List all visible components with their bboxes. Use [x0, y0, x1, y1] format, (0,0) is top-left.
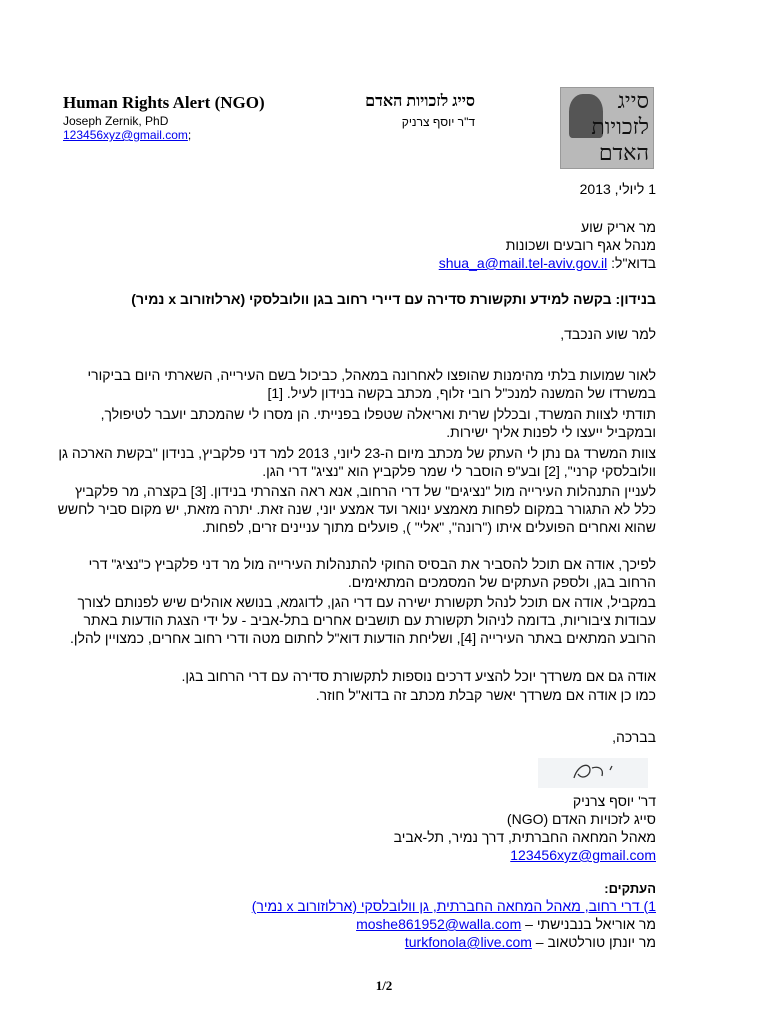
body-paragraph-4: לעניין התנהלות העירייה מול "נציגים" של דרי הרחוב, אנא ראה הצהרתי בנידון. [3] בקצרה, מר פלקביץ כלל לא התגורר במקום לפחות מאמצע ינואר ועד אמצע יוני, שנה זאת. יתרה מזאת, יש מקום סביר לחשש שהוא ואחרים הפועלים איתו ("רונה", "אלי" ), פועלים מתוך עניינים זרים, לפחות.	[57, 483, 656, 535]
author-name-english: Joseph Zernik, PhD	[63, 114, 169, 128]
copies-item-1-text[interactable]: 1) דרי רחוב, מאהל המחאה החברתית, גן וולובלסקי (ארלוזורוב x נמיר)	[251, 898, 656, 914]
org-title-english: Human Rights Alert (NGO)	[63, 93, 265, 112]
author-name-hebrew: ד"ר יוסף צרניק	[401, 115, 475, 129]
body-paragraph-8: כמו כן אודה אם משרדך יאשר קבלת מכתב זה בדוא"ל חוזר.	[315, 687, 656, 703]
copies-item-3-email[interactable]: turkfonola@live.com	[404, 934, 532, 950]
body-paragraph-3: צוות המשרד גם נתן לי העתק של מכתב מיום ה-23 ליוני, 2013 למר דני פלקביץ, בנידון "בקשת הארכה גן וולובלסקי קרני", [2] ובע"פ הוסבר לי שמר פלקביץ הוא "נציג" דרי הגן.	[58, 445, 656, 479]
recipient-name: מר אריק שוע	[580, 219, 656, 235]
copies-item-3-text: מר יונתן טורלטאוב –	[535, 934, 656, 950]
org-logo	[560, 87, 654, 169]
signer-name: דר' יוסף צרניק	[572, 793, 656, 809]
body-paragraph-7: אודה גם אם משרדך יוכל להציע דרכים נוספות לתקשורת סדירה עם דרי הרחוב בגן.	[181, 668, 656, 684]
copies-heading: העתקים:	[604, 881, 656, 896]
signer-org: סייג לזכויות האדם (NGO)	[506, 811, 656, 827]
copies-item-2-email[interactable]: moshe861952@walla.com	[356, 916, 522, 932]
body-paragraph-2: תודתי לצוות המשרד, ובכללן שרית ואריאלה שטפלו בפנייתי. הן מסרו לי שהמכתב יועבר לטיפולך, ובמקביל ייעצו לי לפנות אליך ישירות.	[100, 406, 656, 440]
author-email-link[interactable]: 123456xyz@gmail.com	[63, 128, 188, 142]
copies-item-2	[356, 915, 656, 933]
body-paragraph-1: לאור שמועות בלתי מהימנות שהופצו לאחרונה במאהל, כביכול בשם העירייה, השארתי היום בביקורי במשרדו של המשנה למנכ"ל רובי זלוף, מכתב בקשה בנידון לעיל. [1]	[87, 367, 656, 401]
letter-date: 1 ליולי, 2013	[579, 181, 656, 197]
signer-email-line	[510, 846, 656, 864]
signer-email-link[interactable]: 123456xyz@gmail.com	[510, 847, 656, 863]
body-paragraph-6: במקביל, אודה אם תוכל לנהל תקשורת ישירה עם דרי הגן, לדוגמא, בנושא אוהלים שיש לפנותם לצורך עבודות ציבוריות, בדומה לניהול תקשורת עם תושבים אחרים בתל-אביב - על ידי הצגת הודעות באתר הרובע המתאים באתר העירייה [4], ושליחת הודעות דוא"ל לחתום מטה ודרי רחוב אחרים, כמצויין להלן.	[69, 594, 656, 646]
copies-item-2-text: מר אוריאל בנבנישתי –	[525, 916, 656, 932]
author-email-english	[63, 128, 191, 142]
copies-item-3	[405, 933, 656, 951]
page-number: 1/2	[375, 978, 393, 993]
body-paragraph-5: לפיכך, אודה אם תוכל להסביר את הבסיס החוקי להתנהלות העירייה מול מר דני פלקביץ כ"נציג" דרי הרחוב בגן, ולספק העתקים של המסמכים המתאימים.	[88, 556, 656, 590]
copies-item-1	[252, 897, 656, 915]
email-suffix: ;	[187, 128, 192, 142]
recipient-email-label: בדוא"ל:	[611, 255, 656, 271]
signer-address: מאהל המחאה החברתית, דרך נמיר, תל-אביב	[393, 829, 656, 845]
letter-subject: בנידון: בקשה למידע ותקשורת סדירה עם דיירי רחוב בגן וולובלסקי (ארלוזורוב x נמיר)	[131, 291, 656, 307]
recipient-email-line	[439, 254, 656, 272]
recipient-email-link[interactable]: shua_a@mail.tel-aviv.gov.il	[438, 255, 608, 271]
handwritten-signature	[538, 758, 648, 788]
logo-lettering: סייג לזכויות האדם	[591, 88, 649, 165]
closing: בברכה,	[612, 729, 656, 745]
recipient-title: מנהל אגף רובעים ושכונות	[505, 237, 656, 253]
salutation: למר שוע הנכבד,	[560, 326, 656, 342]
org-title-hebrew: סייג לזכויות האדם	[365, 93, 475, 110]
signature-scribble	[538, 758, 648, 788]
